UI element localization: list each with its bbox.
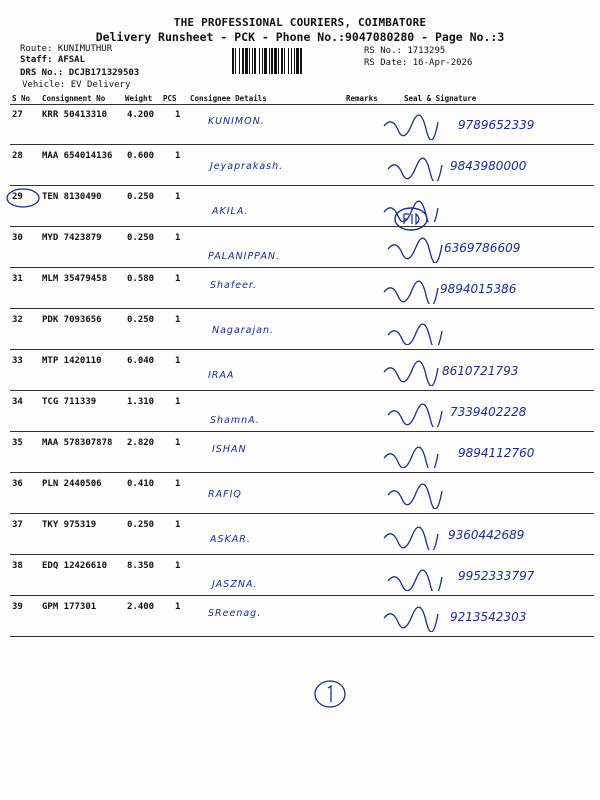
route-label: Route: KUNIMUTHUR xyxy=(20,44,113,54)
col-consignment: Consignment No xyxy=(42,94,106,103)
signature-scribble-icon xyxy=(382,440,442,468)
consignee-handwritten-name: ASKAR. xyxy=(210,534,251,545)
signature-scribble-icon xyxy=(386,153,446,181)
row-consignment: MAA 654014136 xyxy=(42,151,113,161)
row-weight: 1.310 xyxy=(127,397,155,407)
row-pcs: 1 xyxy=(175,151,181,161)
consignee-handwritten-name: PALANIPPAN. xyxy=(208,251,281,262)
page-title: THE PROFESSIONAL COURIERS, COIMBATORE xyxy=(173,16,427,29)
row-consignment: MTP 1420110 xyxy=(42,356,102,366)
row-consignment: EDQ 12426610 xyxy=(42,561,108,571)
signature-phone-number: 9789652339 xyxy=(458,118,535,132)
consignee-handwritten-name: KUNIMON. xyxy=(208,116,265,127)
row-sno: 27 xyxy=(12,110,23,120)
signature-scribble-icon xyxy=(386,317,446,345)
row-sno: 30 xyxy=(12,233,23,243)
consignee-handwritten-name: RAFIQ xyxy=(208,489,242,500)
row-sno: 36 xyxy=(12,479,23,489)
row-pcs: 1 xyxy=(175,110,181,120)
row-pcs: 1 xyxy=(175,315,181,325)
row-sno: 33 xyxy=(12,356,23,366)
table-row xyxy=(0,268,600,309)
table-row xyxy=(0,514,600,555)
row-consignment: MYD 7423879 xyxy=(42,233,102,243)
page-subtitle: Delivery Runsheet - PCK - Phone No.:9047080280 - Page No.:3 xyxy=(95,30,505,44)
consignee-handwritten-name: ShamnA. xyxy=(210,415,260,426)
row-weight: 0.250 xyxy=(127,233,155,243)
row-sno: 38 xyxy=(12,561,23,571)
signature-phone-number: 9843980000 xyxy=(450,159,527,173)
row-pcs: 1 xyxy=(175,438,181,448)
row-sno: 34 xyxy=(12,397,23,407)
signature-scribble-icon xyxy=(382,112,442,140)
signature-scribble-icon xyxy=(382,522,442,550)
circle-mark-icon xyxy=(4,186,44,210)
row-weight: 0.580 xyxy=(127,274,155,284)
row-weight: 2.820 xyxy=(127,438,155,448)
row-weight: 6.040 xyxy=(127,356,155,366)
col-weight: Weight xyxy=(125,94,153,103)
staff-label: Staff: AFSAL xyxy=(20,55,86,65)
signature-phone-number: 9894015386 xyxy=(440,282,517,296)
consignee-handwritten-name: Nagarajan. xyxy=(212,325,275,336)
row-weight: 0.250 xyxy=(127,192,155,202)
row-divider xyxy=(10,636,594,637)
row-consignment: MAA 578307878 xyxy=(42,438,113,448)
row-consignment: TCG 711339 xyxy=(42,397,97,407)
table-row xyxy=(0,309,600,350)
row-sno: 35 xyxy=(12,438,23,448)
stamp-circle-icon xyxy=(390,204,434,234)
consignee-handwritten-name: Jeyaprakash. xyxy=(210,161,284,172)
barcode-image xyxy=(232,48,358,74)
col-sno: S No xyxy=(12,94,31,103)
signature-phone-number: 9213542303 xyxy=(450,610,527,624)
rs-date: RS Date: 16-Apr-2026 xyxy=(364,58,473,68)
row-sno: 39 xyxy=(12,602,23,612)
signature-phone-number: 9360442689 xyxy=(448,528,525,542)
row-weight: 0.250 xyxy=(127,520,155,530)
consignee-handwritten-name: AKILA. xyxy=(212,206,249,217)
signature-scribble-icon xyxy=(386,399,446,427)
row-pcs: 1 xyxy=(175,479,181,489)
vehicle-label: Vehicle: EV Delivery xyxy=(22,80,131,90)
table-row xyxy=(0,555,600,596)
row-sno: 32 xyxy=(12,315,23,325)
row-pcs: 1 xyxy=(175,356,181,366)
col-remarks: Remarks xyxy=(346,94,378,103)
row-sno: 28 xyxy=(12,151,23,161)
table-row xyxy=(0,186,600,227)
row-pcs: 1 xyxy=(175,274,181,284)
consignee-handwritten-name: Shafeer. xyxy=(210,280,257,291)
signature-phone-number: 9894112760 xyxy=(458,446,535,460)
row-pcs: 1 xyxy=(175,192,181,202)
signature-scribble-icon xyxy=(382,276,442,304)
row-consignment: TKY 975319 xyxy=(42,520,97,530)
table-row xyxy=(0,432,600,473)
consignee-handwritten-name: JASZNA. xyxy=(212,579,258,590)
row-weight: 0.600 xyxy=(127,151,155,161)
row-weight: 2.400 xyxy=(127,602,155,612)
signature-phone-number: 6369786609 xyxy=(444,241,521,255)
col-pcs: PCS xyxy=(163,94,177,103)
table-row xyxy=(0,391,600,432)
row-weight: 8.350 xyxy=(127,561,155,571)
signature-scribble-icon xyxy=(386,235,446,263)
table-row xyxy=(0,596,600,637)
col-consignee: Consignee Details xyxy=(190,94,267,103)
page-circle-mark-icon xyxy=(310,676,350,712)
signature-phone-number: 7339402228 xyxy=(450,405,527,419)
col-signature: Seal & Signature xyxy=(404,94,477,103)
row-sno: 37 xyxy=(12,520,23,530)
consignee-handwritten-name: ISHAN xyxy=(212,444,247,455)
row-consignment: GPM 177301 xyxy=(42,602,97,612)
row-sno: 31 xyxy=(12,274,23,284)
row-consignment: PLN 2440506 xyxy=(42,479,102,489)
row-consignment: MLM 35479458 xyxy=(42,274,108,284)
table-row xyxy=(0,350,600,391)
row-consignment: PDK 7093656 xyxy=(42,315,102,325)
rs-number: RS No.: 1713295 xyxy=(364,46,446,56)
row-pcs: 1 xyxy=(175,520,181,530)
row-pcs: 1 xyxy=(175,233,181,243)
consignee-handwritten-name: SReenag. xyxy=(208,608,262,619)
table-row xyxy=(0,145,600,186)
row-pcs: 1 xyxy=(175,602,181,612)
signature-scribble-icon xyxy=(386,563,446,591)
signature-phone-number: 9952333797 xyxy=(458,569,535,583)
table-row xyxy=(0,473,600,514)
row-pcs: 1 xyxy=(175,397,181,407)
row-consignment: KRR 50413310 xyxy=(42,110,108,120)
consignee-handwritten-name: IRAA xyxy=(208,370,235,381)
row-pcs: 1 xyxy=(175,561,181,571)
signature-scribble-icon xyxy=(382,358,442,386)
row-weight: 0.250 xyxy=(127,315,155,325)
table-row xyxy=(0,104,600,145)
row-weight: 4.200 xyxy=(127,110,155,120)
drs-label: DRS No.: DCJB171329503 xyxy=(20,68,140,78)
row-weight: 0.410 xyxy=(127,479,155,489)
row-consignment: TEN 8130490 xyxy=(42,192,102,202)
row-sno: 29 xyxy=(12,192,23,202)
table-row xyxy=(0,227,600,268)
signature-scribble-icon xyxy=(382,604,442,632)
signature-scribble-icon xyxy=(386,481,446,509)
signature-phone-number: 8610721793 xyxy=(442,364,519,378)
